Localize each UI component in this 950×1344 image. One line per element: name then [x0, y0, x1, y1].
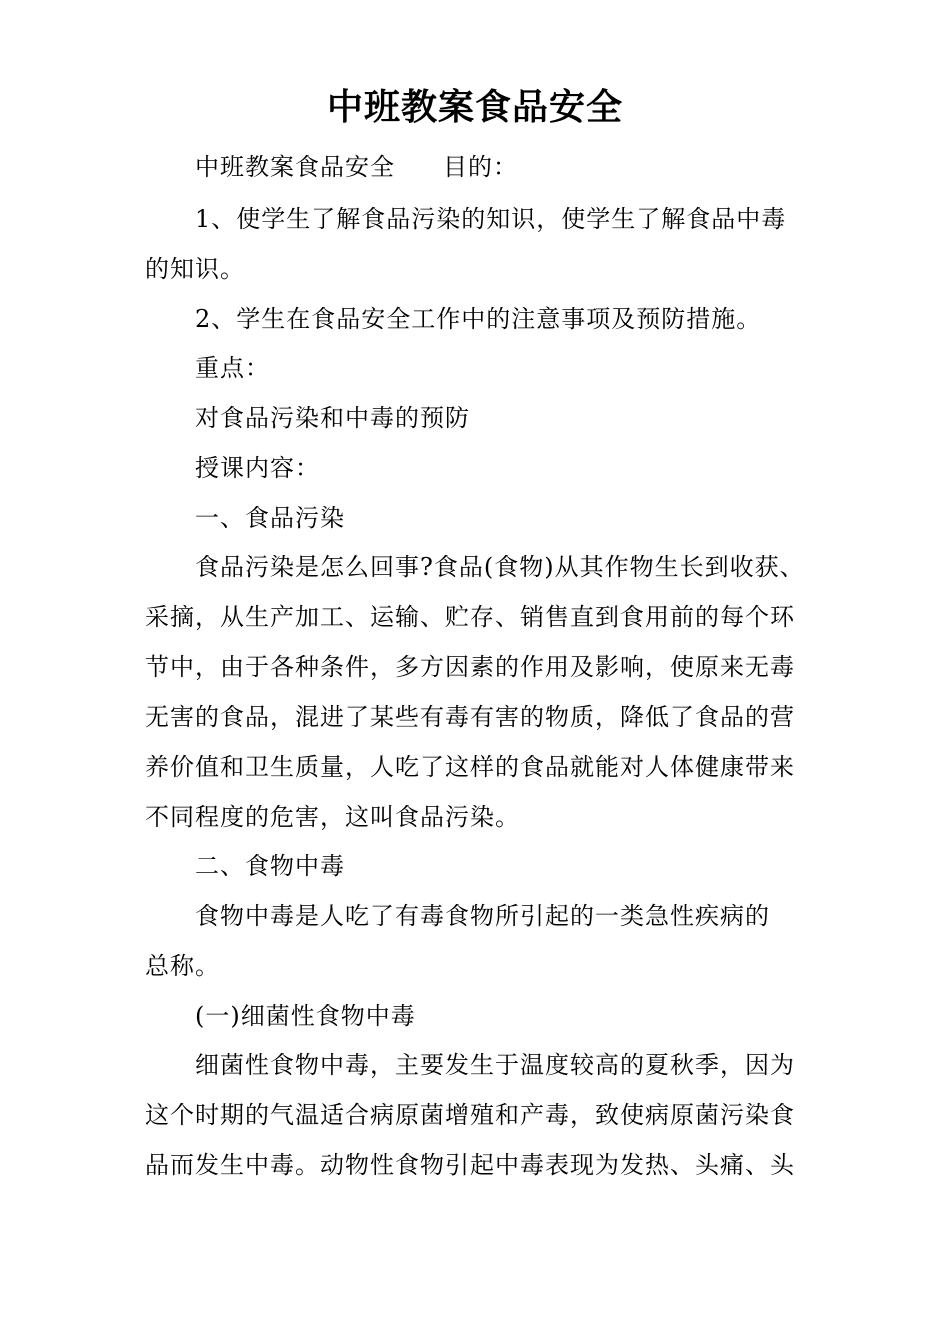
paragraph-line: 食品污染是怎么回事?食品(食物)从其作物生长到收获、 [195, 553, 805, 581]
document-title: 中班教案食品安全 [326, 86, 623, 128]
section-label: 授课内容： [195, 454, 320, 482]
section-heading: 二、食物中毒 [195, 852, 345, 880]
paragraph-line: 不同程度的危害，这叫食品污染。 [145, 803, 520, 831]
intro-line [195, 150, 518, 184]
paragraph-line: 总称。 [145, 952, 220, 980]
paragraph-line: 这个时期的气温适合病原菌增殖和产毒，致使病原菌污染食 [145, 1101, 795, 1129]
paragraph-line: 的知识。 [145, 255, 245, 283]
section-heading: 一、食品污染 [195, 504, 345, 532]
paragraph-line: 1、使学生了解食品污染的知识，使学生了解食品中毒 [195, 205, 787, 233]
paragraph-line: 节中，由于各种条件，多方因素的作用及影响，使原来无毒 [145, 653, 795, 681]
paragraph-line: 无害的食品，混进了某些有毒有害的物质，降低了食品的营 [145, 703, 795, 731]
paragraph-line: 养价值和卫生质量，人吃了这样的食品就能对人体健康带来 [145, 753, 795, 781]
paragraph-line: 对食品污染和中毒的预防 [195, 404, 470, 432]
paragraph-line: 品而发生中毒。动物性食物引起中毒表现为发热、头痛、头 [145, 1151, 795, 1179]
intro-purpose-label: 目的： [443, 153, 518, 181]
paragraph-line: 食物中毒是人吃了有毒食物所引起的一类急性疾病的 [195, 902, 770, 930]
paragraph-line: 细菌性食物中毒，主要发生于温度较高的夏秋季，因为 [195, 1051, 795, 1079]
subsection-heading: (一)细菌性食物中毒 [195, 1002, 416, 1030]
section-label: 重点： [195, 354, 270, 382]
intro-title: 中班教案食品安全 [195, 153, 395, 181]
paragraph-line: 采摘，从生产加工、运输、贮存、销售直到食用前的每个环 [145, 603, 795, 631]
paragraph-line: 2、学生在食品安全工作中的注意事项及预防措施。 [195, 305, 762, 333]
